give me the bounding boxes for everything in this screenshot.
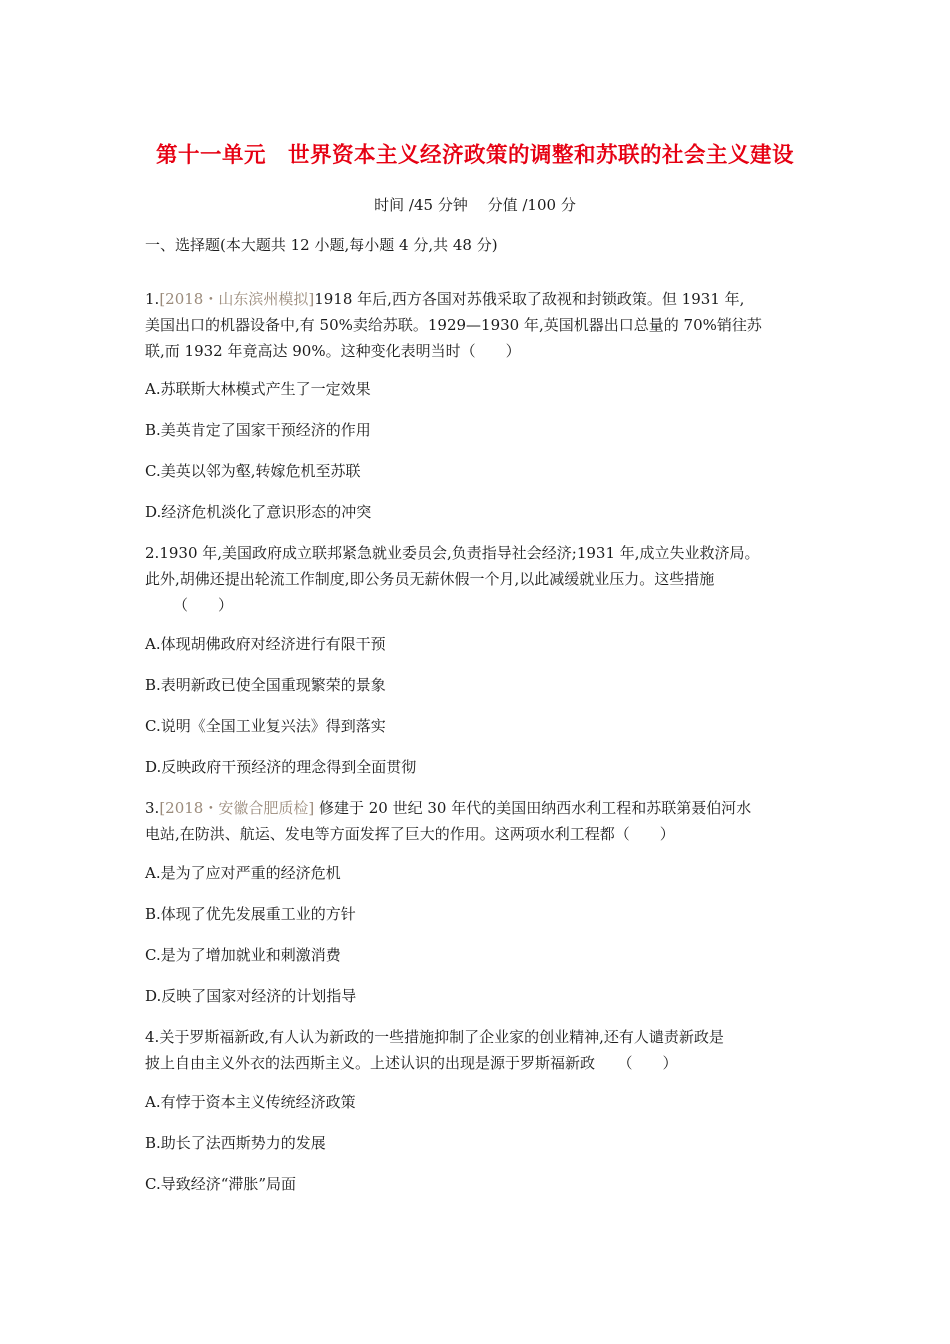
question-2 [145, 540, 810, 618]
option-a: A.苏联斯大林模式产生了一定效果 [145, 380, 371, 398]
question-number: 2. [145, 544, 160, 562]
option-b: B.助长了法西斯势力的发展 [145, 1134, 326, 1152]
option-a: A.体现胡佛政府对经济进行有限干预 [145, 635, 386, 653]
question-line: 披上自由主义外衣的法西斯主义。上述认识的出现是源于罗斯福新政 （ ） [145, 1054, 678, 1072]
question-source-tag: [2018・山东滨州模拟] [159, 290, 315, 308]
option-a: A.是为了应对严重的经济危机 [145, 864, 341, 882]
question-number: 3. [145, 799, 160, 817]
question-line [145, 286, 810, 312]
option-d: D.反映了国家对经济的计划指导 [145, 987, 357, 1005]
question-4 [145, 1024, 810, 1076]
section-heading: 一、选择题(本大题共 12 小题,每小题 4 分,共 48 分) [145, 236, 498, 254]
option-c: C.说明《全国工业复兴法》得到落实 [145, 717, 386, 735]
question-number: 4. [145, 1028, 160, 1046]
question-text: 修建于 20 世纪 30 年代的美国田纳西水利工程和苏联第聂伯河水 [314, 799, 752, 817]
option-c: C.美英以邻为壑,转嫁危机至苏联 [145, 462, 361, 480]
question-line: 电站,在防洪、航运、发电等方面发挥了巨大的作用。这两项水利工程都（ ） [145, 825, 675, 843]
option-d: D.反映政府干预经济的理念得到全面贯彻 [145, 758, 417, 776]
question-line [145, 795, 810, 821]
option-a: A.有悖于资本主义传统经济政策 [145, 1093, 356, 1111]
option-d: D.经济危机淡化了意识形态的冲突 [145, 503, 372, 521]
question-text: 关于罗斯福新政,有人认为新政的一些措施抑制了企业家的创业精神,还有人谴责新政是 [159, 1028, 724, 1046]
option-c: C.导致经济“滞胀”局面 [145, 1175, 297, 1193]
question-line: （ ） [173, 596, 234, 614]
question-line [145, 540, 810, 566]
option-b: B.表明新政已使全国重现繁荣的景象 [145, 676, 386, 694]
question-line: 联,而 1932 年竟高达 90%。这种变化表明当时（ ） [145, 342, 521, 360]
question-text: 1930 年,美国政府成立联邦紧急就业委员会,负责指导社会经济;1931 年,成立失业救济局。 [159, 544, 760, 562]
question-source-tag: [2018・安徽合肥质检] [159, 799, 315, 817]
question-line: 美国出口的机器设备中,有 50%卖给苏联。1929—1930 年,英国机器出口总量的 70%销往苏 [145, 316, 762, 334]
option-b: B.体现了优先发展重工业的方针 [145, 905, 356, 923]
question-text: 1918 年后,西方各国对苏俄采取了敌视和封锁政策。但 1931 年, [314, 290, 745, 308]
question-number: 1. [145, 290, 160, 308]
question-1 [145, 286, 810, 364]
exam-meta: 时间 /45 分钟 分值 /100 分 [374, 196, 576, 214]
option-b: B.美英肯定了国家干预经济的作用 [145, 421, 371, 439]
question-line [145, 1024, 810, 1050]
question-3 [145, 795, 810, 847]
option-c: C.是为了增加就业和刺激消费 [145, 946, 341, 964]
page-title: 第十一单元 世界资本主义经济政策的调整和苏联的社会主义建设 [155, 143, 794, 168]
question-line: 此外,胡佛还提出轮流工作制度,即公务员无薪休假一个月,以此减缓就业压力。这些措施 [145, 570, 715, 588]
